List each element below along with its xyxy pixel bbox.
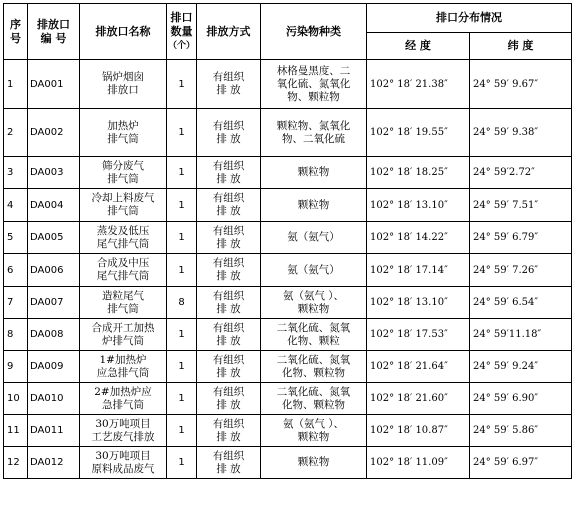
cell-pollutant-type <box>261 60 367 109</box>
cell-discharge-method <box>197 157 261 189</box>
header-outlet-location: 排口分布情况 <box>367 4 572 33</box>
cell-outlet-name <box>80 60 167 109</box>
cell-discharge-method <box>197 60 261 109</box>
table-row <box>4 415 572 447</box>
cell-line: 工艺废气排放 <box>91 430 155 443</box>
cell-pollutant-type <box>261 415 367 447</box>
cell-outlet-code: DA009 <box>28 351 80 383</box>
cell-line: 30万吨项目 <box>95 417 151 430</box>
cell-outlet-count: 1 <box>167 222 197 254</box>
cell-line: 有组织 <box>212 119 245 132</box>
cell-outlet-count: 1 <box>167 60 197 109</box>
cell-line: 排 放 <box>216 237 241 250</box>
cell-seq: 12 <box>4 447 28 479</box>
cell-line: 筛分废气 <box>102 159 144 172</box>
cell-outlet-name <box>80 383 167 415</box>
cell-line: 排 放 <box>216 366 241 379</box>
cell-latitude: 24° 59′2.72″ <box>470 157 572 189</box>
cell-outlet-code: DA006 <box>28 254 80 287</box>
cell-outlet-count: 8 <box>167 287 197 319</box>
cell-longitude: 102° 18′ 21.38″ <box>367 60 470 109</box>
header-discharge-method: 排放方式 <box>197 4 261 60</box>
cell-outlet-code: DA012 <box>28 447 80 479</box>
cell-longitude: 102° 18′ 18.25″ <box>367 157 470 189</box>
cell-discharge-method <box>197 351 261 383</box>
table-row <box>4 383 572 415</box>
cell-line: 有组织 <box>212 192 245 204</box>
cell-outlet-code: DA008 <box>28 319 80 351</box>
header-seq: 序 号 <box>4 4 28 60</box>
table-row <box>4 254 572 287</box>
cell-line: 有组织 <box>212 289 245 302</box>
cell-outlet-code: DA010 <box>28 383 80 415</box>
cell-latitude: 24° 59′ 9.38″ <box>470 109 572 157</box>
cell-line: 有组织 <box>212 417 245 430</box>
cell-outlet-name <box>80 157 167 189</box>
cell-seq: 7 <box>4 287 28 319</box>
cell-line: 排 放 <box>216 462 241 475</box>
cell-line: 排 放 <box>216 430 241 443</box>
cell-seq: 10 <box>4 383 28 415</box>
cell-outlet-name <box>80 109 167 157</box>
cell-line: 化物、颗粒物 <box>282 398 345 411</box>
cell-line: 排气筒 <box>107 132 139 145</box>
cell-discharge-method <box>197 109 261 157</box>
cell-line: 排 放 <box>216 172 241 185</box>
cell-outlet-count: 1 <box>167 189 197 222</box>
cell-latitude: 24° 59′ 6.90″ <box>470 383 572 415</box>
cell-line: 合成及中压 <box>96 257 150 269</box>
cell-longitude: 102° 18′ 13.10″ <box>367 189 470 222</box>
emission-outlet-table <box>3 3 572 479</box>
cell-line: 物、二氧化硫 <box>282 132 345 145</box>
cell-line: 尾气排气筒 <box>96 237 150 250</box>
cell-line: 有组织 <box>212 353 245 366</box>
cell-outlet-code: DA007 <box>28 287 80 319</box>
cell-latitude: 24° 59′ 9.67″ <box>470 60 572 109</box>
cell-pollutant-type <box>261 319 367 351</box>
table-body <box>4 60 572 479</box>
cell-line: 1#加热炉 <box>99 353 147 366</box>
cell-line: 氨（氨气） <box>287 231 340 243</box>
cell-longitude: 102° 18′ 13.10″ <box>367 287 470 319</box>
cell-latitude: 24° 59′11.18″ <box>470 319 572 351</box>
cell-longitude: 102° 18′ 19.55″ <box>367 109 470 157</box>
cell-seq: 6 <box>4 254 28 287</box>
cell-discharge-method <box>197 287 261 319</box>
cell-pollutant-type <box>261 351 367 383</box>
cell-outlet-code: DA003 <box>28 157 80 189</box>
cell-outlet-name <box>80 415 167 447</box>
cell-latitude: 24° 59′ 5.86″ <box>470 415 572 447</box>
cell-line: 有组织 <box>212 321 245 334</box>
cell-outlet-count: 1 <box>167 415 197 447</box>
cell-line: 排气筒 <box>107 205 139 217</box>
cell-seq: 3 <box>4 157 28 189</box>
cell-line: 排 放 <box>216 270 241 282</box>
cell-line: 颗粒物、氮氧化 <box>276 119 351 132</box>
cell-discharge-method <box>197 319 261 351</box>
table-row <box>4 60 572 109</box>
cell-longitude: 102° 18′ 17.53″ <box>367 319 470 351</box>
cell-line: 颗粒物 <box>297 430 330 443</box>
cell-outlet-count: 1 <box>167 157 197 189</box>
cell-line: 排气筒 <box>107 172 139 185</box>
cell-outlet-code: DA005 <box>28 222 80 254</box>
cell-line: 氨（氨气） <box>287 263 340 276</box>
table-row <box>4 109 572 157</box>
cell-outlet-name <box>80 319 167 351</box>
cell-outlet-count: 1 <box>167 109 197 157</box>
cell-outlet-code: DA002 <box>28 109 80 157</box>
cell-seq: 8 <box>4 319 28 351</box>
cell-line: 物、颗粒物 <box>287 90 340 103</box>
cell-line: 排 放 <box>216 398 241 411</box>
cell-seq: 5 <box>4 222 28 254</box>
cell-line: 有组织 <box>212 71 245 83</box>
cell-seq: 2 <box>4 109 28 157</box>
cell-outlet-count: 1 <box>167 351 197 383</box>
cell-latitude: 24° 59′ 9.24″ <box>470 351 572 383</box>
cell-seq: 4 <box>4 189 28 222</box>
table-row <box>4 287 572 319</box>
cell-outlet-count: 1 <box>167 383 197 415</box>
cell-line: 排 放 <box>216 132 241 145</box>
cell-outlet-name <box>80 447 167 479</box>
cell-discharge-method <box>197 383 261 415</box>
cell-outlet-name <box>80 254 167 287</box>
cell-line: 有组织 <box>212 224 245 237</box>
cell-latitude: 24° 59′ 7.51″ <box>470 189 572 222</box>
header-latitude: 纬 度 <box>470 33 572 60</box>
cell-line: 氨（氨气 ）、 <box>282 417 345 430</box>
cell-line: 排 放 <box>216 302 241 315</box>
cell-line: 有组织 <box>212 449 245 462</box>
header-outlet-name: 排放口名称 <box>80 4 167 60</box>
cell-line: 排气筒 <box>107 302 139 315</box>
cell-line: 应急排气筒 <box>96 366 150 379</box>
table-row <box>4 351 572 383</box>
cell-line: 排 放 <box>216 334 241 347</box>
cell-line: 造粒尾气 <box>102 289 144 302</box>
cell-line: 蒸发及低压 <box>96 224 150 237</box>
cell-line: 有组织 <box>212 257 245 269</box>
cell-line: 原料成品废气 <box>91 462 155 475</box>
cell-seq: 11 <box>4 415 28 447</box>
cell-seq: 1 <box>4 60 28 109</box>
cell-line: 急排气筒 <box>102 398 144 411</box>
cell-latitude: 24° 59′ 6.79″ <box>470 222 572 254</box>
cell-outlet-count: 1 <box>167 319 197 351</box>
cell-latitude: 24° 59′ 6.54″ <box>470 287 572 319</box>
cell-pollutant-type <box>261 189 367 222</box>
cell-line: 合成开工加热 <box>91 321 155 334</box>
cell-longitude: 102° 18′ 11.09″ <box>367 447 470 479</box>
header-outlet-code: 排放口 编 号 <box>28 4 80 60</box>
cell-discharge-method <box>197 189 261 222</box>
cell-line: 尾气排气筒 <box>96 270 150 282</box>
cell-outlet-code: DA011 <box>28 415 80 447</box>
cell-line: 排 放 <box>216 205 241 217</box>
cell-line: 颗粒物 <box>297 302 330 315</box>
cell-line: 二氧化硫、氮氧 <box>276 353 351 366</box>
cell-latitude: 24° 59′ 6.97″ <box>470 447 572 479</box>
cell-seq: 9 <box>4 351 28 383</box>
cell-pollutant-type <box>261 383 367 415</box>
cell-line: 排 放 <box>216 84 241 96</box>
table-row <box>4 319 572 351</box>
cell-line: 二氧化硫、氮氧 <box>276 385 351 398</box>
cell-discharge-method <box>197 415 261 447</box>
cell-pollutant-type <box>261 287 367 319</box>
cell-line: 颗粒物 <box>297 456 330 468</box>
cell-outlet-code: DA004 <box>28 189 80 222</box>
cell-line: 2#加热炉应 <box>94 385 152 398</box>
header-outlet-count: 排口 数量 （个） <box>167 4 197 60</box>
cell-line: 氨（氨气 ）、 <box>282 289 345 302</box>
cell-longitude: 102° 18′ 14.22″ <box>367 222 470 254</box>
table-row <box>4 447 572 479</box>
cell-outlet-count: 1 <box>167 254 197 287</box>
cell-outlet-code: DA001 <box>28 60 80 109</box>
cell-line: 排放口 <box>107 84 139 96</box>
emission-outlet-table-document <box>3 3 571 479</box>
cell-line: 氧化硫、氮氧化 <box>276 77 351 90</box>
cell-line: 30万吨项目 <box>95 449 151 462</box>
cell-discharge-method <box>197 222 261 254</box>
cell-latitude: 24° 59′ 7.26″ <box>470 254 572 287</box>
cell-outlet-count: 1 <box>167 447 197 479</box>
cell-line: 化物、颗粒 <box>287 334 340 347</box>
header-longitude: 经 度 <box>367 33 470 60</box>
cell-pollutant-type <box>261 254 367 287</box>
cell-discharge-method <box>197 447 261 479</box>
cell-line: 颗粒物 <box>297 166 330 178</box>
cell-pollutant-type <box>261 222 367 254</box>
cell-line: 有组织 <box>212 159 245 172</box>
cell-outlet-name <box>80 287 167 319</box>
cell-outlet-name <box>80 351 167 383</box>
cell-line: 有组织 <box>212 385 245 398</box>
cell-longitude: 102° 18′ 21.64″ <box>367 351 470 383</box>
cell-pollutant-type <box>261 157 367 189</box>
cell-line: 冷却上料废气 <box>91 192 155 204</box>
cell-line: 化物、颗粒物 <box>282 366 345 379</box>
cell-line: 加热炉 <box>107 119 139 132</box>
cell-longitude: 102° 18′ 17.14″ <box>367 254 470 287</box>
cell-longitude: 102° 18′ 21.60″ <box>367 383 470 415</box>
header-pollutant-type: 污染物种类 <box>261 4 367 60</box>
cell-pollutant-type <box>261 109 367 157</box>
cell-line: 锅炉烟囱 <box>102 71 144 83</box>
cell-discharge-method <box>197 254 261 287</box>
table-row <box>4 157 572 189</box>
cell-longitude: 102° 18′ 10.87″ <box>367 415 470 447</box>
cell-line: 颗粒物 <box>297 198 330 211</box>
table-row <box>4 222 572 254</box>
cell-line: 二氧化硫、氮氧 <box>276 321 351 334</box>
table-row <box>4 189 572 222</box>
cell-outlet-name <box>80 189 167 222</box>
cell-pollutant-type <box>261 447 367 479</box>
cell-outlet-name <box>80 222 167 254</box>
cell-line: 炉排气筒 <box>102 334 144 347</box>
cell-line: 林格曼黑度、二 <box>276 64 351 77</box>
